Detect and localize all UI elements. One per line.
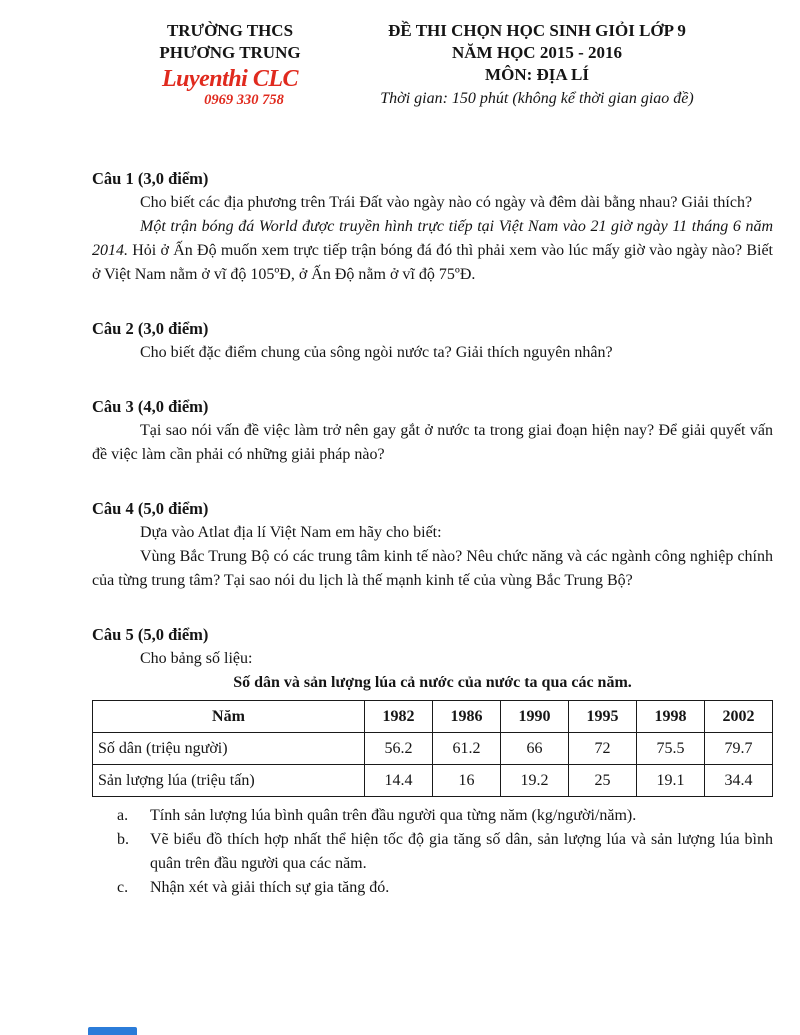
question-2 xyxy=(92,317,773,365)
task-b xyxy=(92,828,773,876)
question-5 xyxy=(92,623,773,900)
table-cell: 79.7 xyxy=(705,733,773,765)
exam-title-line2: NĂM HỌC 2015 - 2016 xyxy=(452,43,622,62)
task-c-marker: c. xyxy=(117,879,129,896)
task-a-text: Tính sản lượng lúa bình quân trên đầu người qua từng năm (kg/người/năm). xyxy=(150,807,637,824)
table-header-row xyxy=(93,701,773,733)
question-4-heading: Câu 4 (5,0 điểm) xyxy=(92,499,209,518)
table-cell: 14.4 xyxy=(365,765,433,797)
exam-title-block xyxy=(342,20,732,111)
data-table-title: Số dân và sản lượng lúa cả nước của nước ta qua các năm. xyxy=(233,674,632,691)
table-cell: 75.5 xyxy=(637,733,705,765)
question-1 xyxy=(92,167,773,287)
table-header-year: 1995 xyxy=(569,701,637,733)
table-header-year: 1982 xyxy=(365,701,433,733)
exam-subject-line: MÔN: ĐỊA LÍ xyxy=(485,65,589,84)
task-c xyxy=(92,876,773,900)
bottom-blue-marker xyxy=(88,1027,137,1035)
row-label-rice: Sản lượng lúa (triệu tấn) xyxy=(93,765,365,797)
question-4-paragraph-2: Vùng Bắc Trung Bộ có các trung tâm kinh tế nào? Nêu chức năng và các ngành công nghiệp chính của từng trung tâm? Tại sao nói du lịch là thế mạnh kinh tế của vùng Bắc Trung Bộ? xyxy=(92,548,773,589)
question-3-paragraph: Tại sao nói vấn đề việc làm trở nên gay gắt ở nước ta trong giai đoạn hiện nay? Để giải quyết vấn đề việc làm cần phải có những giải pháp nào? xyxy=(92,422,773,463)
table-cell: 25 xyxy=(569,765,637,797)
question-4 xyxy=(92,497,773,593)
exam-body xyxy=(0,167,800,900)
table-cell: 56.2 xyxy=(365,733,433,765)
task-b-marker: b. xyxy=(117,831,129,848)
table-header-year: 1998 xyxy=(637,701,705,733)
question-1-normal-text: Hỏi ở Ấn Độ muốn xem trực tiếp trận bóng đá đó thì phải xem vào lúc mấy giờ vào ngày nào? Biết ở Việt Nam nằm ở vĩ độ 105ºĐ, ở Ấn Độ nằm ở vĩ độ 75ºĐ. xyxy=(92,242,773,283)
question-4-paragraph-1: Dựa vào Atlat địa lí Việt Nam em hãy cho biết: xyxy=(140,524,442,541)
question-2-paragraph: Cho biết đặc điểm chung của sông ngòi nước ta? Giải thích nguyên nhân? xyxy=(140,344,613,361)
table-header-year: 1990 xyxy=(501,701,569,733)
table-cell: 61.2 xyxy=(433,733,501,765)
table-header-year: 1986 xyxy=(433,701,501,733)
table-row-population xyxy=(93,733,773,765)
question-5-tasks xyxy=(92,804,773,900)
question-1-paragraph-2 xyxy=(92,215,773,287)
school-name-line1: TRƯỜNG THCS xyxy=(166,21,294,40)
row-label-population: Số dân (triệu người) xyxy=(93,733,365,765)
task-c-text: Nhận xét và giải thích sự gia tăng đó. xyxy=(150,879,390,896)
table-cell: 66 xyxy=(501,733,569,765)
task-b-text: Vẽ biểu đồ thích hợp nhất thể hiện tốc độ gia tăng số dân, sản lượng lúa và sản lượng lúa bình quân trên đầu người qua các năm. xyxy=(150,831,773,872)
question-3 xyxy=(92,395,773,467)
table-cell: 16 xyxy=(433,765,501,797)
question-1-heading: Câu 1 (3,0 điểm) xyxy=(92,169,209,188)
logo-phone-number: 0969 330 758 xyxy=(204,92,284,108)
question-5-heading: Câu 5 (5,0 điểm) xyxy=(92,625,209,644)
table-header-nam: Năm xyxy=(93,701,365,733)
question-1-italic-text: Một trận bóng đá World được truyền hình trực tiếp tại Việt Nam vào 21 giờ ngày 11 tháng 6 năm 2014. xyxy=(92,218,773,259)
table-cell: 19.2 xyxy=(501,765,569,797)
question-3-heading: Câu 3 (4,0 điểm) xyxy=(92,397,209,416)
population-rice-table xyxy=(92,700,773,797)
luyenthi-clc-logo: Luyenthi CLC xyxy=(161,66,299,92)
school-block xyxy=(110,20,350,111)
task-a xyxy=(92,804,773,828)
exam-title-line1: ĐỀ THI CHỌN HỌC SINH GIỎI LỚP 9 xyxy=(388,21,686,40)
table-cell: 72 xyxy=(569,733,637,765)
table-cell: 19.1 xyxy=(637,765,705,797)
question-5-intro: Cho bảng số liệu: xyxy=(140,650,253,667)
exam-time-note: Thời gian: 150 phút (không kể thời gian giao đề) xyxy=(380,90,694,107)
school-name-line2: PHƯƠNG TRUNG xyxy=(159,43,301,62)
question-2-heading: Câu 2 (3,0 điểm) xyxy=(92,319,209,338)
table-cell: 34.4 xyxy=(705,765,773,797)
question-1-paragraph-1: Cho biết các địa phương trên Trái Đất vào ngày nào có ngày và đêm dài bằng nhau? Giải thích? xyxy=(140,194,753,211)
paper-header xyxy=(0,0,800,111)
table-header-year: 2002 xyxy=(705,701,773,733)
table-row-rice xyxy=(93,765,773,797)
task-a-marker: a. xyxy=(117,807,129,824)
